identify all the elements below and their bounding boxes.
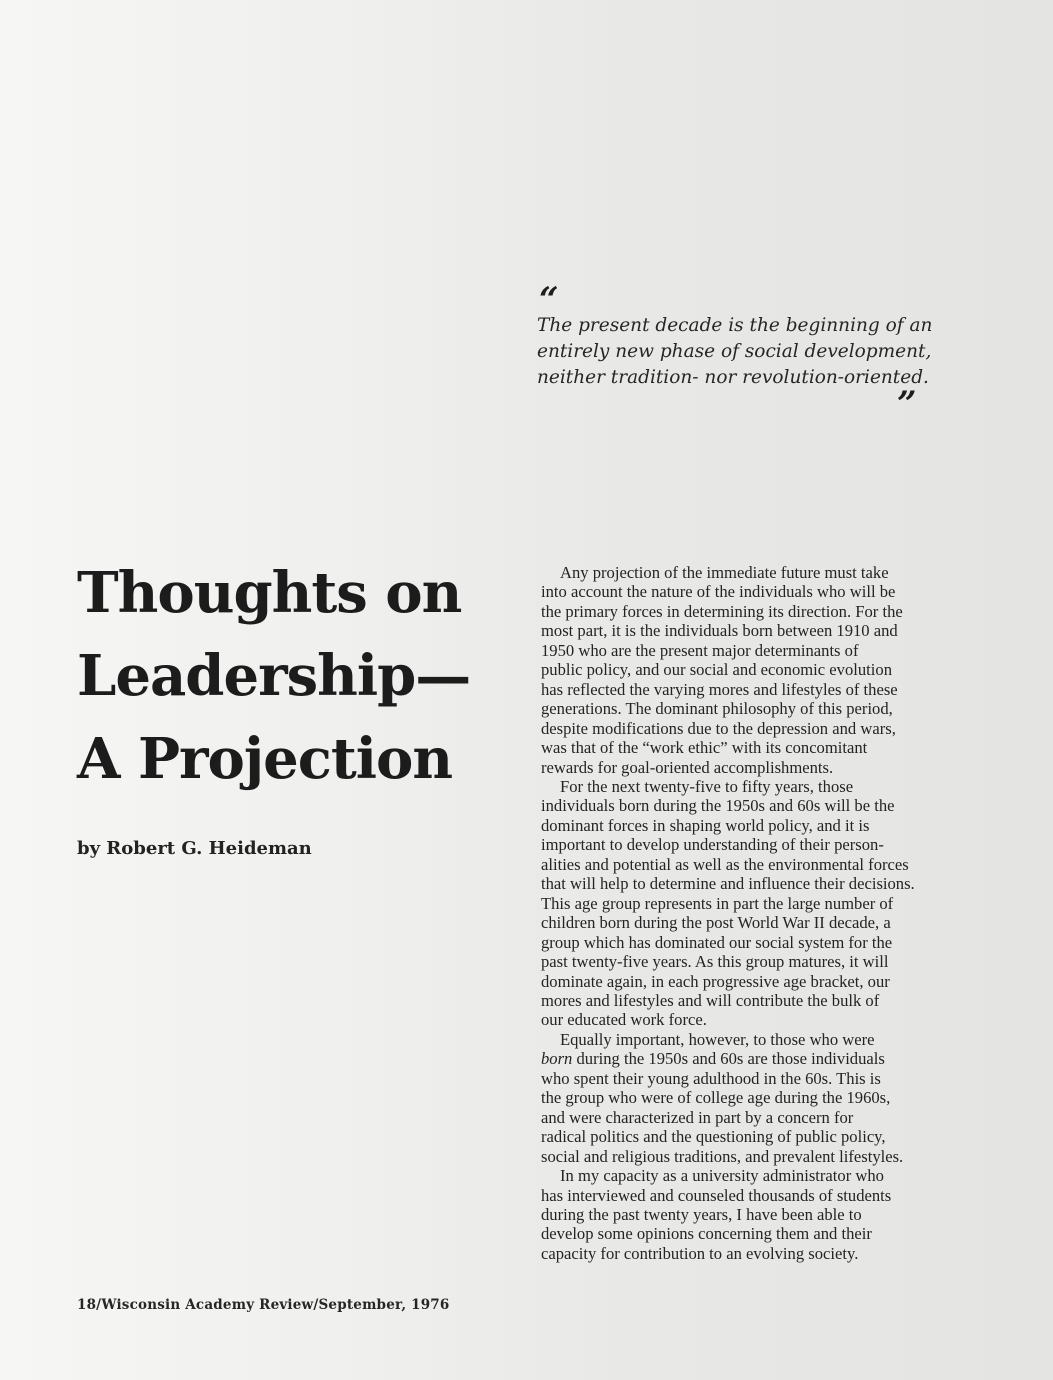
close-quote-mark: ” [897,384,917,424]
open-quote-mark: “ [539,280,559,320]
pull-quote [537,280,957,424]
article-title: Thoughts on Leadership— A Projection [77,560,471,792]
paragraph-3-lead: Equally important, however, to those who were [560,1029,875,1049]
body-paragraph-3 [541,1030,971,1166]
article-body [541,563,971,1263]
body-paragraph-4: In my capacity as a university administrator who has interviewed and counseled thousands of students during the past twenty years, I have been able to develop some opinions concerning them and their capacity for contribution to an evolving society. [541,1166,892,1263]
body-paragraph-2: For the next twenty-five to fifty years, those individuals born during the 1950s and 60s will be the dominant forces in shaping world policy, and it is important to develop understanding of their person- alities and potential as well as the environmental forces that will help to determine and influence their decisions. This age group represents in part the large number of children born during the post World War II decade, a group which has dominated our social system for the past twenty-five years. As this group matures, it will dominate again, in each progressive age bracket, our mores and lifestyles and will contribute the bulk of our educated work force. [541,776,915,1030]
page-footer: 18/Wisconsin Academy Review/September, 1976 [77,1297,450,1313]
byline: by Robert G. Heideman [77,838,312,859]
body-paragraph-1: Any projection of the immediate future must take into account the nature of the individuals who will be the primary forces in determining its direction. For the most part, it is the individuals born between 1910 and 1950 who are the present major determinants of public policy, and our social and economic evolution has reflected the varying mores and lifestyles of these generations. The dominant philosophy of this period, despite modifications due to the depression and wars, was that of the “work ethic” with its concomitant rewards for goal-oriented accomplishments. [541,563,903,777]
paragraph-3-italic-word: born [541,1049,573,1069]
paragraph-3-rest: during the 1950s and 60s are those individuals who spent their young adulthood in the 60s. This is the group who were of college age during the 1960s, and were characterized in part by a concern for radical politics and the questioning of public policy, social and religious traditions, and prevalent lifestyles. [541,1049,904,1166]
pull-quote-text: The present decade is the beginning of an entirely new phase of social development, neither tradition- nor revolution-oriented. [537,315,933,388]
